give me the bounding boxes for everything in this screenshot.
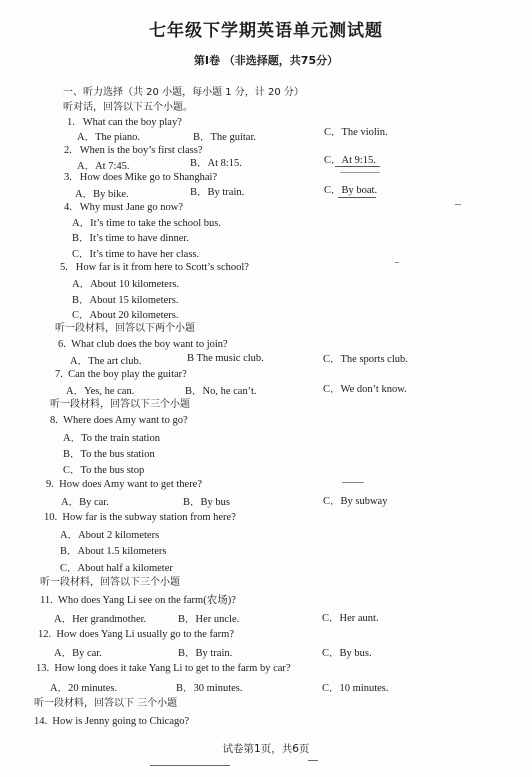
option-c: C．Her aunt. — [322, 613, 379, 624]
handwritten-underline — [340, 172, 380, 173]
question-number: 4. — [64, 202, 72, 213]
option-c: C．By bus. — [322, 648, 372, 659]
question-6 — [58, 338, 228, 351]
question-text: How far is the subway station from here? — [62, 512, 236, 523]
option-b: B．30 minutes. — [176, 683, 243, 694]
option-c: C．To the bus stop — [63, 465, 145, 476]
group-intro: 听一段材料，回答以下三个小题 — [40, 577, 180, 588]
question-number: 11. — [40, 595, 53, 606]
option-a: A．It’s time to take the school bus. — [72, 218, 222, 229]
stray-mark — [342, 482, 364, 483]
question-text: How does Yang Li usually go to the farm? — [56, 629, 234, 640]
question-7 — [55, 368, 187, 381]
question-number: 14. — [34, 716, 48, 727]
question-number: 2. — [64, 145, 72, 156]
option-b: B．By bus — [183, 497, 230, 508]
option-b: B．About 1.5 kilometers — [60, 546, 167, 557]
question-number: 6. — [58, 339, 66, 350]
option-b: B．By train. — [178, 648, 233, 659]
question-10 — [44, 511, 236, 524]
option-a: A．By car. — [54, 648, 102, 659]
option-c: C．At 9:15. — [324, 155, 376, 166]
question-text: When is the boy’s first class? — [79, 145, 203, 156]
option-b: B．Her uncle. — [178, 614, 240, 625]
option-b: B．About 15 kilometers. — [72, 295, 179, 306]
question-1 — [67, 116, 182, 129]
option-a: A．To the train station — [63, 433, 160, 444]
question-number: 12. — [38, 629, 52, 640]
section-heading: 一、听力选择（共 20 小题，每小题 1 分，计 20 分） — [63, 87, 304, 98]
question-2 — [64, 144, 203, 157]
option-b: B．No, he can’t. — [185, 386, 257, 397]
option-c: C．By boat. — [324, 185, 378, 196]
handwritten-underline — [338, 197, 376, 198]
option-c: C．The sports club. — [323, 354, 408, 365]
group-intro: 听一段材料，回答以下两个小题 — [55, 323, 195, 334]
question-3 — [64, 171, 217, 184]
option-a: A．Her grandmother. — [54, 614, 147, 625]
question-number: 10. — [44, 512, 58, 523]
section-instruction: 听对话，回答以下五个小题。 — [63, 102, 193, 113]
question-number: 7. — [55, 369, 63, 380]
question-number: 5. — [60, 262, 68, 273]
question-14 — [34, 715, 189, 728]
question-number: 9. — [46, 479, 54, 490]
question-text: How long does it take Yang Li to get to the farm by car? — [54, 663, 291, 674]
exam-subtitle: 第Ⅰ卷 （非选择题，共75分） — [193, 54, 339, 67]
question-text: How is Jenny going to Chicago? — [52, 716, 190, 727]
option-b: B．To the bus station — [63, 449, 155, 460]
option-c: C．We don’t know. — [323, 384, 407, 395]
question-number: 13. — [36, 663, 50, 674]
stray-mark — [308, 760, 318, 761]
question-text: Why must Jane go now? — [79, 202, 183, 213]
question-text: What club does the boy want to join? — [71, 339, 228, 350]
option-b: B．The guitar. — [193, 132, 256, 143]
option-a: A．About 10 kilometers. — [72, 279, 180, 290]
option-a: A．20 minutes. — [50, 683, 118, 694]
option-b: B The music club. — [187, 353, 264, 364]
option-b: B．It’s time to have dinner. — [72, 233, 189, 244]
question-text: How does Amy want to get there? — [59, 479, 203, 490]
exam-title: 七年级下学期英语单元测试题 — [149, 21, 383, 41]
question-9 — [46, 478, 202, 491]
option-a: A．Yes, he can. — [66, 386, 135, 397]
option-a: A．The art club. — [70, 356, 142, 367]
question-text: How far is it from here to Scott’s school? — [75, 262, 249, 273]
group-intro: 听一段材料，回答以下 三个小题 — [34, 698, 178, 709]
bottom-line — [150, 765, 230, 766]
option-b: B．By train. — [190, 187, 245, 198]
question-11 — [40, 594, 236, 607]
question-4 — [64, 201, 183, 214]
question-8 — [50, 414, 188, 427]
stray-mark — [455, 204, 461, 205]
option-b: B．At 8:15. — [190, 158, 242, 169]
option-c: C．It’s time to have her class. — [72, 249, 200, 260]
question-text: What can the boy play? — [82, 117, 182, 128]
option-a: A．At 7:45. — [77, 161, 130, 172]
stray-mark — [395, 262, 399, 263]
question-text: Can the boy play the guitar? — [68, 369, 187, 380]
option-a: A．By bike. — [75, 189, 129, 200]
question-13 — [36, 662, 291, 675]
question-number: 3. — [64, 172, 72, 183]
question-12 — [38, 628, 234, 641]
option-a: A．The piano. — [77, 132, 140, 143]
option-a: A．By car. — [61, 497, 109, 508]
question-text: How does Mike go to Shanghai? — [79, 172, 218, 183]
question-text: Who does Yang Li see on the farm(农场)? — [58, 595, 236, 606]
option-c: C．The violin. — [324, 127, 388, 138]
question-text: Where does Amy want to go? — [63, 415, 188, 426]
option-c: C．10 minutes. — [322, 683, 389, 694]
option-c: C．About 20 kilometers. — [72, 310, 179, 321]
question-number: 8. — [50, 415, 58, 426]
option-c: C．About half a kilometer — [60, 563, 173, 574]
page-footer: 试卷第1页，共6页 — [222, 743, 310, 755]
option-a: A．About 2 kilometers — [60, 530, 160, 541]
option-c: C．By subway — [323, 496, 388, 507]
group-intro: 听一段材料，回答以下三个小题 — [50, 399, 190, 410]
question-number: 1. — [67, 117, 75, 128]
question-5 — [60, 261, 249, 274]
handwritten-underline — [335, 166, 380, 167]
